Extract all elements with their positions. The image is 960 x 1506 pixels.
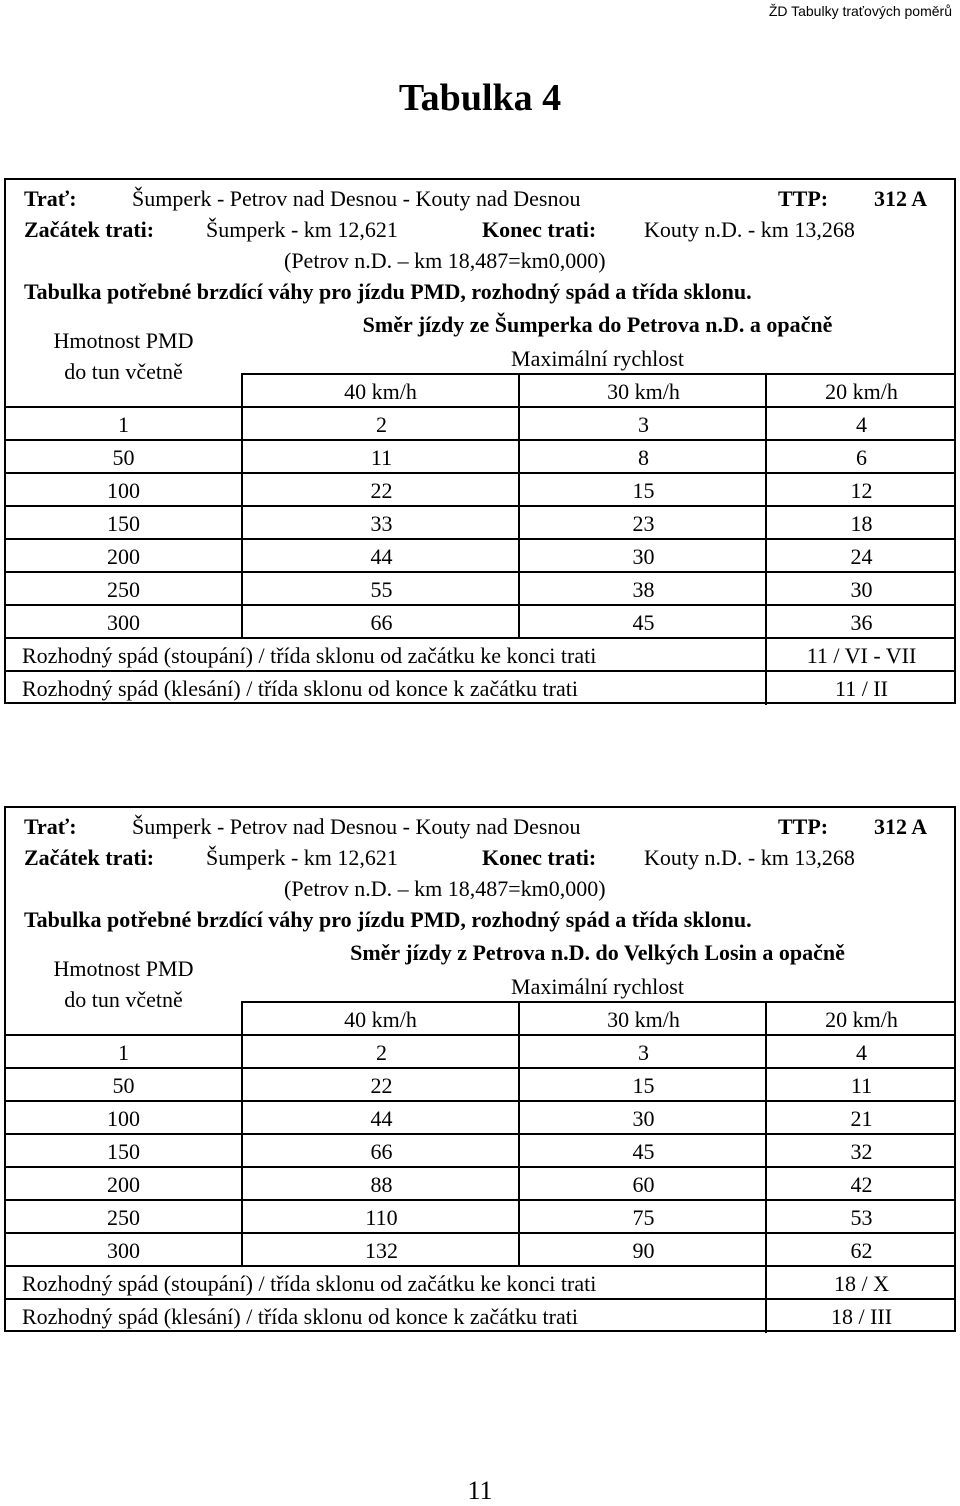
value-40-cell: 22 [241,474,520,507]
ttp-value: 312 A [874,186,928,211]
mass-header [6,953,241,1019]
mass-cell: 100 [107,1106,140,1131]
ttp-label: TTP: [778,814,829,839]
descent-label: Rozhodný spád (klesání) / třída sklonu od konce k začátku trati [22,676,578,701]
value-20-cell: 42 [765,1168,956,1201]
value-30-cell: 75 [518,1201,767,1234]
index-cell: 4 [765,408,956,441]
climb-label: Rozhodný spád (stoupání) / třída sklonu od začátku ke konci trati [22,643,597,668]
mass-header-line-1: Hmotnost PMD [53,328,194,353]
descent-row [6,670,954,705]
mass-cell: 150 [107,511,140,536]
mass-cell: 200 [107,544,140,569]
value-20-cell: 32 [765,1135,956,1168]
speed-30: 30 km/h [518,375,767,406]
value-30-cell: 38 [518,573,767,606]
table-row [6,604,954,639]
value-20-cell: 53 [765,1201,956,1234]
mass-cell: 150 [107,1139,140,1164]
start-label: Začátek trati: [24,845,155,870]
mass-cell: 100 [107,478,140,503]
table-caption: Tabulka potřebné brzdící váhy pro jízdu PMD, rozhodný spád a třída sklonu. [24,279,752,304]
table-row [6,1067,954,1102]
speed-row [241,373,954,406]
table-row [6,1199,954,1234]
value-30-cell: 30 [518,540,767,573]
mass-cell: 200 [107,1172,140,1197]
value-30-cell: 45 [518,606,767,639]
descent-row [6,1298,954,1333]
table-row [6,505,954,540]
value-30-cell: 15 [518,1069,767,1102]
start-value: Šumperk - km 12,621 [206,845,398,870]
table-row [6,439,954,474]
value-40-cell: 22 [241,1069,520,1102]
mass-cell: 50 [112,445,135,470]
value-40-cell: 132 [241,1234,520,1267]
mass-header-line-1: Hmotnost PMD [53,956,194,981]
table-row [6,571,954,606]
index-cell: 4 [765,1036,956,1069]
direction-label: Směr jízdy z Petrova n.D. do Velkých Losin a opačně [350,940,845,965]
value-20-cell: 30 [765,573,956,606]
value-40-cell: 33 [241,507,520,540]
ttp-label: TTP: [778,186,829,211]
table-row [6,538,954,573]
value-40-cell: 55 [241,573,520,606]
index-cell: 1 [118,412,129,437]
table-row [6,1133,954,1168]
climb-label: Rozhodný spád (stoupání) / třída sklonu od začátku ke konci trati [22,1271,597,1296]
value-30-cell: 15 [518,474,767,507]
value-40-cell: 11 [241,441,520,474]
descent-value: 18 / III [765,1300,956,1333]
index-cell: 2 [241,408,520,441]
value-20-cell: 6 [765,441,956,474]
end-value-2: (Petrov n.D. – km 18,487=km0,000) [284,248,606,273]
value-20-cell: 62 [765,1234,956,1267]
speed-20: 20 km/h [765,375,956,406]
mass-cell: 300 [107,1238,140,1263]
table-row [6,1100,954,1135]
table-caption: Tabulka potřebné brzdící váhy pro jízdu PMD, rozhodný spád a třída sklonu. [24,907,752,932]
value-30-cell: 60 [518,1168,767,1201]
descent-label: Rozhodný spád (klesání) / třída sklonu od konce k začátku trati [22,1304,578,1329]
index-cell: 3 [518,408,767,441]
speed-30: 30 km/h [518,1003,767,1034]
index-row [6,406,954,441]
page-title: Tabulka 4 [398,77,562,119]
value-40-cell: 88 [241,1168,520,1201]
speed-header: Maximální rychlost [511,974,684,999]
value-30-cell: 23 [518,507,767,540]
speed-40: 40 km/h [344,1007,417,1032]
climb-row [6,637,954,672]
value-30-cell: 45 [518,1135,767,1168]
end-value: Kouty n.D. - km 13,268 [644,845,855,870]
value-30-cell: 8 [518,441,767,474]
value-20-cell: 36 [765,606,956,639]
speed-row [241,1001,954,1034]
value-40-cell: 44 [241,540,520,573]
start-value: Šumperk - km 12,621 [206,217,398,242]
mass-cell: 50 [112,1073,135,1098]
value-20-cell: 11 [765,1069,956,1102]
value-20-cell: 21 [765,1102,956,1135]
speed-header: Maximální rychlost [511,346,684,371]
direction-label: Směr jízdy ze Šumperka do Petrova n.D. a opačně [362,312,833,337]
brake-table-2 [4,806,956,1332]
trat-value: Šumperk - Petrov nad Desnou - Kouty nad Desnou [132,186,581,211]
value-40-cell: 44 [241,1102,520,1135]
climb-value: 11 / VI - VII [765,639,956,672]
value-30-cell: 30 [518,1102,767,1135]
start-label: Začátek trati: [24,217,155,242]
speed-40: 40 km/h [344,379,417,404]
end-label: Konec trati: [482,845,597,870]
index-cell: 3 [518,1036,767,1069]
value-40-cell: 110 [241,1201,520,1234]
mass-cell: 250 [107,1205,140,1230]
mass-header-line-2: do tun včetně [64,987,183,1012]
value-40-cell: 66 [241,1135,520,1168]
value-20-cell: 18 [765,507,956,540]
brake-table-1 [4,178,956,704]
climb-row [6,1265,954,1300]
end-label: Konec trati: [482,217,597,242]
index-cell: 1 [118,1040,129,1065]
climb-value: 18 / X [765,1267,956,1300]
mass-header-line-2: do tun včetně [64,359,183,384]
end-value: Kouty n.D. - km 13,268 [644,217,855,242]
value-30-cell: 90 [518,1234,767,1267]
mass-cell: 300 [107,610,140,635]
index-cell: 2 [241,1036,520,1069]
end-value-2: (Petrov n.D. – km 18,487=km0,000) [284,876,606,901]
trat-label: Trať: [24,186,77,211]
mass-header [6,325,241,391]
ttp-value: 312 A [874,814,928,839]
header-note: ŽD Tabulky traťových poměrů [768,3,952,19]
table-row [6,1166,954,1201]
table-row [6,1232,954,1267]
mass-cell: 250 [107,577,140,602]
value-20-cell: 12 [765,474,956,507]
trat-label: Trať: [24,814,77,839]
value-40-cell: 66 [241,606,520,639]
table-row [6,472,954,507]
value-20-cell: 24 [765,540,956,573]
index-row [6,1034,954,1069]
page-number: 11 [467,1476,493,1505]
speed-20: 20 km/h [765,1003,956,1034]
descent-value: 11 / II [765,672,956,705]
trat-value: Šumperk - Petrov nad Desnou - Kouty nad Desnou [132,814,581,839]
